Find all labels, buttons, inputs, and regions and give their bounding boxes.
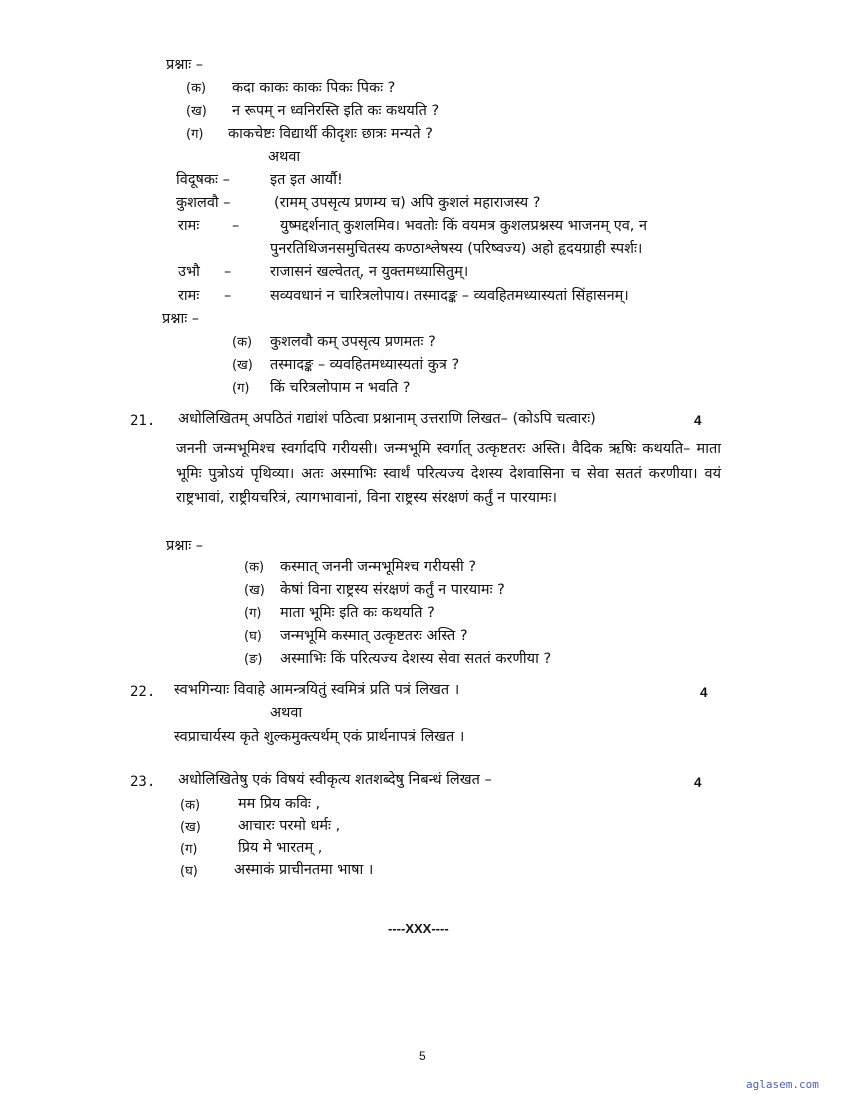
prashnah-heading: प्रश्नाः – xyxy=(166,538,204,554)
question-text: तस्मादङ्क – व्यवहितमध्यास्यतां कुत्र ? xyxy=(270,357,460,373)
question-instruction: अधोलिखितेषु एकं विषयं स्वीकृत्य शतशब्देषु निबन्धं लिखत – xyxy=(178,772,492,788)
question-label: (ग) xyxy=(244,606,262,621)
dialogue-text: राजासनं खल्वेतत्, न युक्तमध्यासितुम्। xyxy=(270,264,469,280)
topic-label: (ग) xyxy=(180,842,198,857)
dialogue-speaker: विदूषकः – xyxy=(176,172,230,188)
question-text: कस्मात् जननी जन्मभूमिश्च गरीयसी ? xyxy=(280,559,477,575)
dialogue-text: युष्मद्दर्शनात् कुशलमिव। भवतोः किं वयमत्र कुशलप्रश्नस्य भाजनम् एव, न xyxy=(280,218,648,234)
dialogue-speaker: उभौ xyxy=(178,264,200,280)
athava-divider: अथवा xyxy=(270,705,303,721)
dialogue-text: सव्यवधानं न चारित्रलोपाय। तस्मादङ्क – व्यवहितमध्यास्यतां सिंहासनम्। xyxy=(270,288,629,304)
question-text: अस्माभिः किं परित्यज्य देशस्य सेवा सततं करणीया ? xyxy=(280,651,552,667)
question-instruction: अधोलिखितम् अपठितं गद्यांशं पठित्वा प्रश्नानाम् उत्तराणि लिखत– (कोऽपि चत्वारः) xyxy=(178,411,596,427)
marks: 4 xyxy=(700,685,708,700)
dialogue-speaker: रामः xyxy=(178,218,200,234)
unseen-passage: जननी जन्मभूमिश्च स्वर्गादपि गरीयसी। जन्मभूमि स्वर्गात् उत्कृष्टतरः अस्ति। वैदिक ऋषिः कथयति– माता भूमिः पुत्रोऽयं पृथिव्या। अतः अस्माभिः स्वार्थं परित्यज्य देशस्य देशवासिना च सेवा सततं करणीया। वयं राष्ट्रभावां, राष्ट्रीयचरित्रं, त्यागभावानां, विना राष्ट्रस्य संरक्षणं कर्तुं न पारयामः। xyxy=(176,441,721,506)
topic-label: (क) xyxy=(180,798,201,813)
question-text: केषां विना राष्ट्रस्य संरक्षणं कर्तुं न पारयामः ? xyxy=(280,582,505,598)
dialogue-dash: – xyxy=(224,288,232,304)
dialogue-text: पुनरतिथिजनसमुचितस्य कण्ठाश्लेषस्य (परिष्वज्य) अहो हृदयग्राही स्पर्शः। xyxy=(270,241,643,257)
dialogue-text: (रामम् उपसृत्य प्रणम्य च) अपि कुशलं महाराजस्य ? xyxy=(274,195,541,211)
athava-divider: अथवा xyxy=(268,149,301,165)
question-label: (क) xyxy=(232,335,253,350)
question-label: (क) xyxy=(186,81,207,96)
marks: 4 xyxy=(694,775,702,790)
question-text: स्वभगिन्याः विवाहे आमन्त्रयितुं स्वमित्रं प्रति पत्रं लिखत । xyxy=(174,682,460,698)
question-label: (ख) xyxy=(232,358,253,373)
question-label: (ङ) xyxy=(244,652,263,667)
dialogue-speaker: रामः xyxy=(178,288,200,304)
question-text: किं चरित्रलोपाम न भवति ? xyxy=(270,380,411,396)
question-label: (ग) xyxy=(186,127,204,142)
question-text: काकचेष्टः विद्यार्थी कीदृशः छात्रः मन्यते ? xyxy=(228,126,433,142)
question-text: कुशलवौ कम् उपसृत्य प्रणमतः ? xyxy=(270,334,436,350)
topic-label: (ख) xyxy=(180,820,201,835)
question-text: माता भूमिः इति कः कथयति ? xyxy=(280,605,435,621)
marks: 4 xyxy=(694,413,702,428)
watermark: aglasem.com xyxy=(746,1078,819,1091)
question-number: 21. xyxy=(130,413,156,429)
end-marker: ----XXX---- xyxy=(388,921,449,936)
question-label: (क) xyxy=(244,560,265,575)
topic-text: प्रिय मे भारतम् , xyxy=(238,840,323,856)
prashnah-heading: प्रश्नाः – xyxy=(166,57,204,73)
question-text: जन्मभूमि कस्मात् उत्कृष्टतरः अस्ति ? xyxy=(280,628,468,644)
dialogue-speaker: कुशलवौ – xyxy=(176,195,231,211)
question-text: कदा काकः काकः पिकः पिकः ? xyxy=(232,80,396,96)
prashnah-heading: प्रश्नाः – xyxy=(162,311,200,327)
question-label: (ख) xyxy=(186,104,207,119)
question-label: (ख) xyxy=(244,583,265,598)
dialogue-dash: – xyxy=(224,264,232,280)
question-label: (घ) xyxy=(244,629,262,644)
topic-text: अस्माकं प्राचीनतमा भाषा । xyxy=(234,862,374,878)
question-text: स्वप्राचार्यस्य कृते शुल्कमुक्त्यर्थम् एकं प्रार्थनापत्रं लिखत । xyxy=(174,729,465,745)
page-number: 5 xyxy=(419,1049,426,1063)
topic-text: आचारः परमो धर्मः , xyxy=(238,818,341,834)
question-number: 22. xyxy=(130,684,156,700)
dialogue-dash: – xyxy=(232,218,240,234)
question-text: न रूपम् न ध्वनिरस्ति इति कः कथयति ? xyxy=(232,103,440,119)
dialogue-text: इत इत आर्यौ! xyxy=(270,172,343,188)
question-number: 23. xyxy=(130,774,156,790)
topic-label: (घ) xyxy=(180,864,198,879)
question-label: (ग) xyxy=(232,381,250,396)
topic-text: मम प्रिय कविः , xyxy=(238,796,321,812)
